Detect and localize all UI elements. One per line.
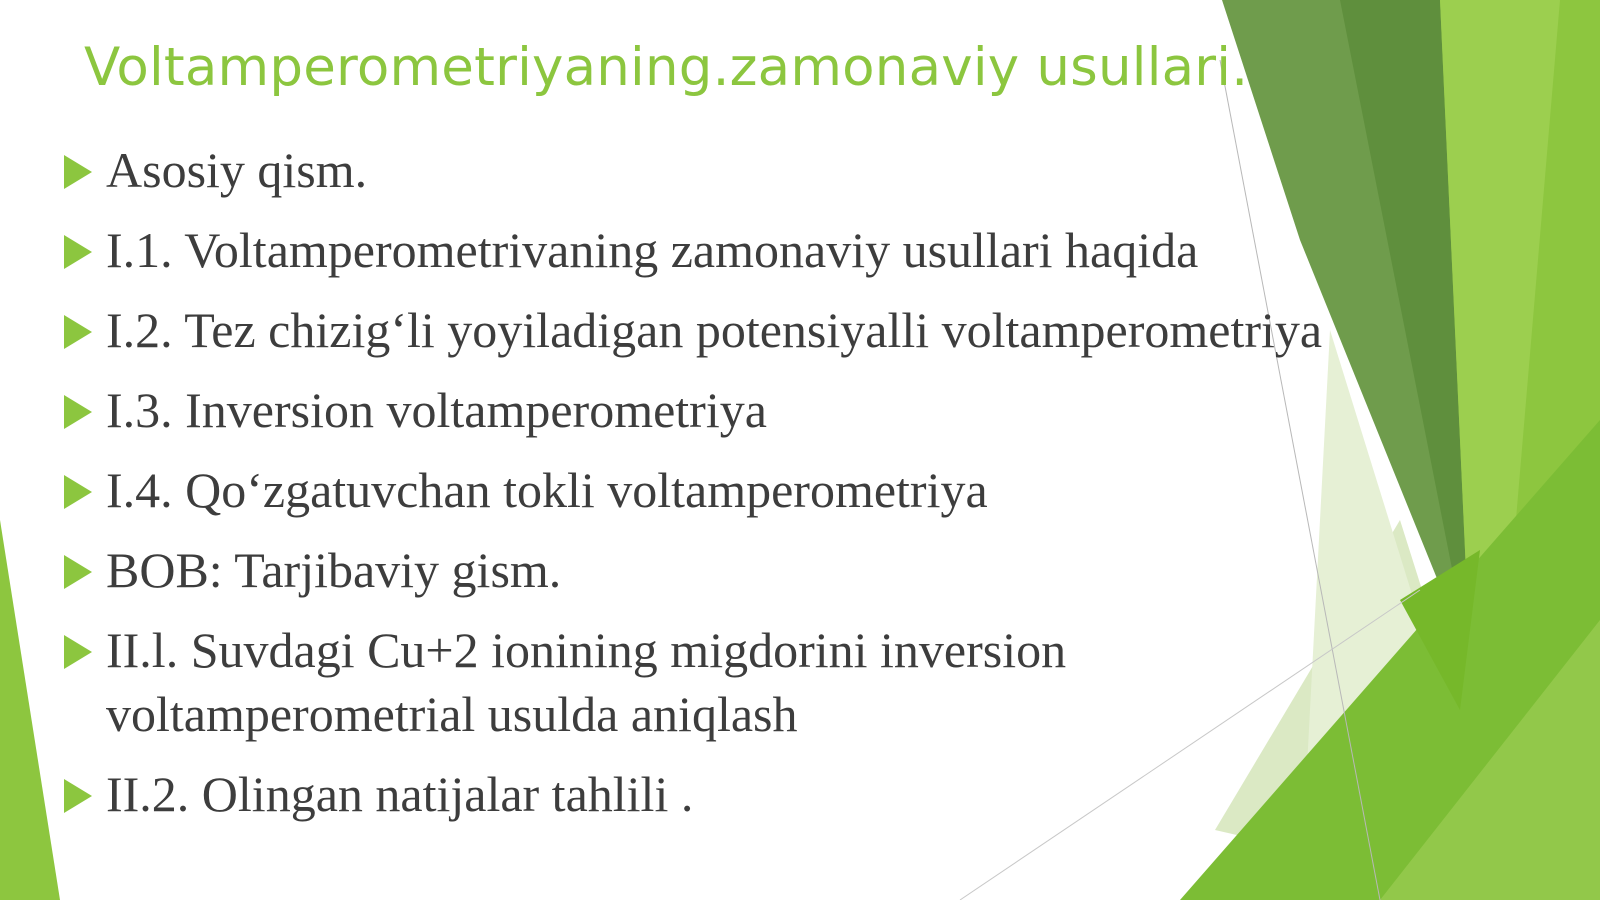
bullet-text: I.3. Inversion voltamperometriya <box>106 382 767 438</box>
bullet-text: II.2. Olingan natijalar tahlili . <box>106 766 694 822</box>
list-item <box>62 138 1462 202</box>
bullet-text: I.1. Voltamperometrivaning zamonaviy usullari haqida <box>106 222 1199 278</box>
left-green-sliver <box>0 520 60 900</box>
list-item <box>62 538 1462 602</box>
list-item <box>62 218 1462 282</box>
triangle-bullet-icon <box>64 555 92 589</box>
triangle-bullet-icon <box>64 155 92 189</box>
bullet-text: I.4. Qo‘zgatuvchan tokli voltamperometriya <box>106 462 988 518</box>
bullet-list <box>62 138 1462 842</box>
bullet-text: Asosiy qism. <box>106 142 368 198</box>
triangle-bullet-icon <box>64 779 92 813</box>
triangle-bullet-icon <box>64 395 92 429</box>
triangle-bullet-icon <box>64 235 92 269</box>
list-item <box>62 298 1462 362</box>
triangle-bullet-icon <box>64 635 92 669</box>
list-item <box>62 458 1462 522</box>
triangle-bullet-icon <box>64 475 92 509</box>
list-item <box>62 378 1462 442</box>
triangle-bullet-icon <box>64 315 92 349</box>
slide-title: Voltamperometriyaning.zamonaviy usullari. <box>84 37 1249 98</box>
bullet-text: II.l. Suvdagi Cu+2 ionining migdorini inversion voltamperometrial usulda aniqlash <box>106 622 1067 742</box>
list-item <box>62 618 1462 746</box>
bullet-text: I.2. Tez chizig‘li yoyiladigan potensiyalli voltamperometriya <box>106 302 1323 358</box>
bullet-text: BOB: Tarjibaviy gism. <box>106 542 562 598</box>
list-item <box>62 762 1462 826</box>
